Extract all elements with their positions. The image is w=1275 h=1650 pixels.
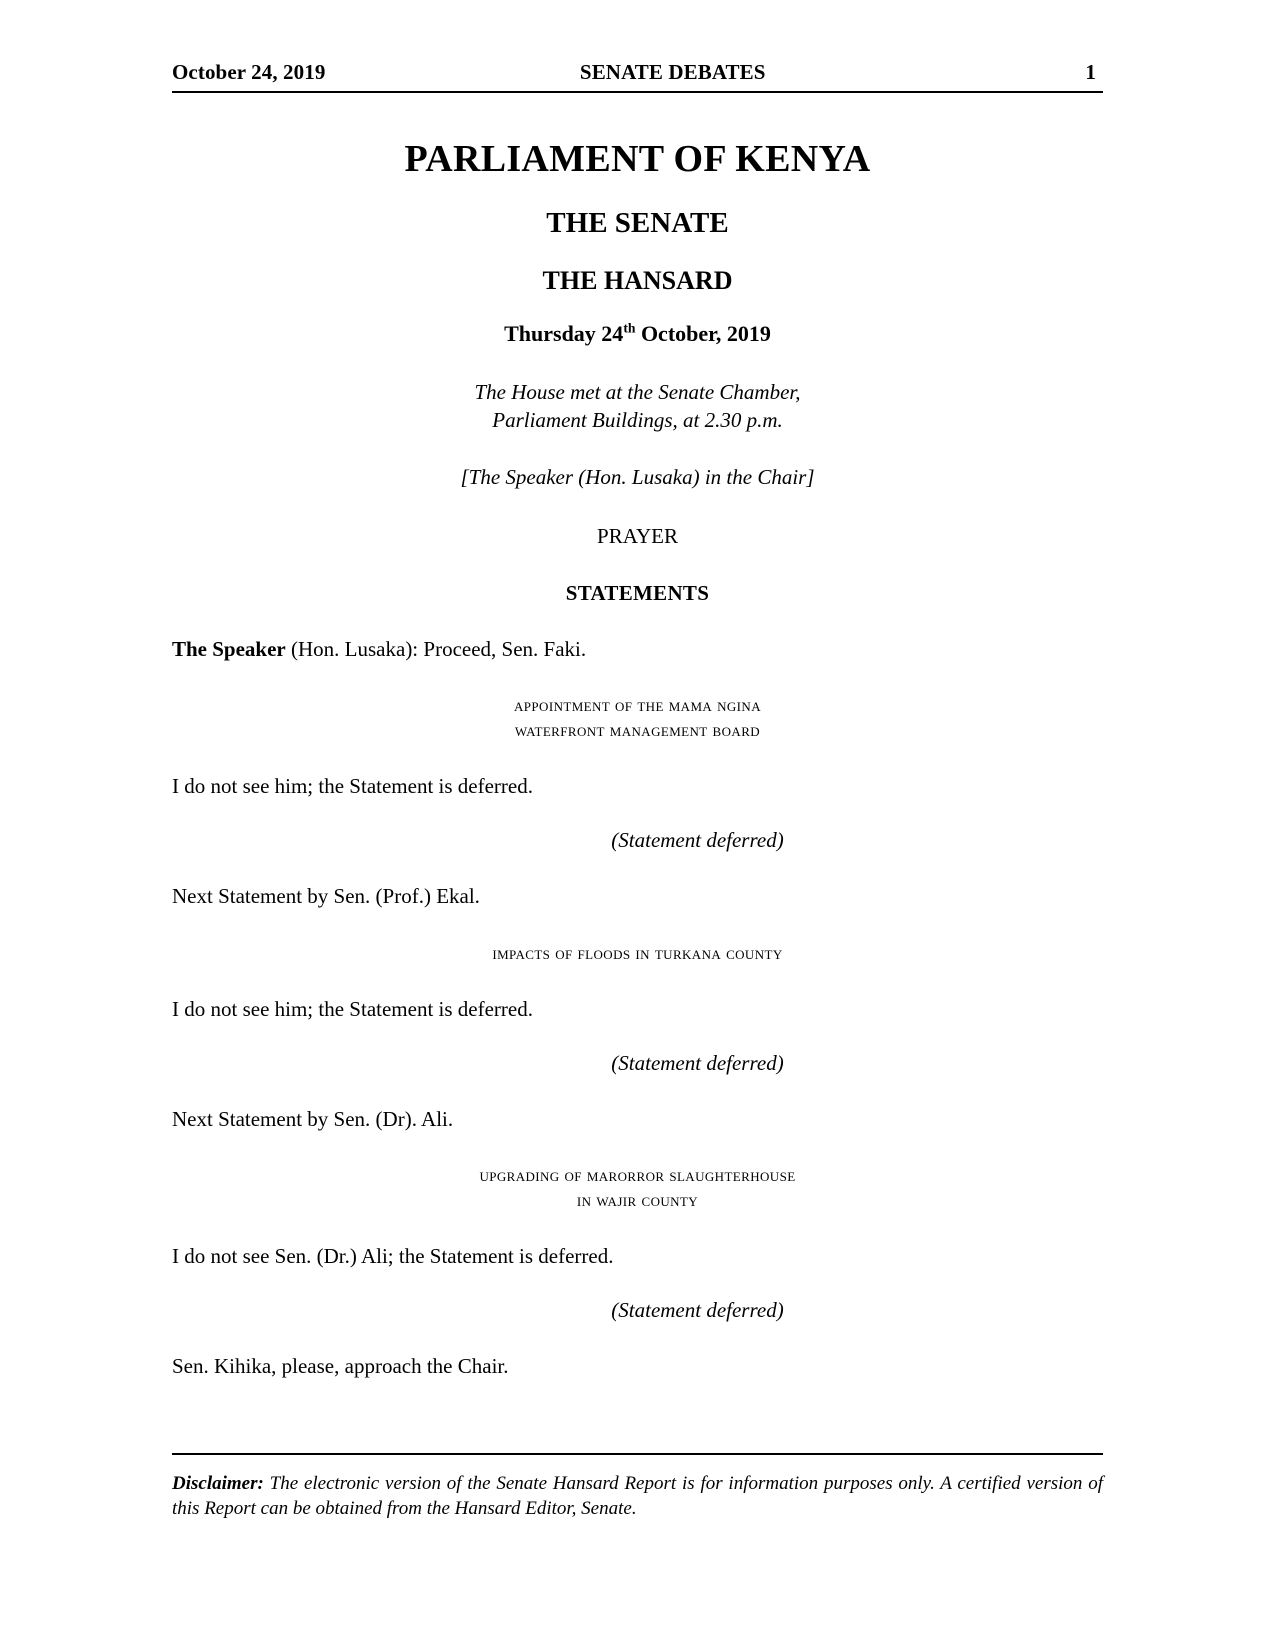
speaker-text: (Hon. Lusaka): Proceed, Sen. Faki. xyxy=(285,637,587,662)
statement-title-3-line-1: upgrading of marorror slaughterhouse xyxy=(479,1165,796,1186)
disclaimer-label: Disclaimer xyxy=(172,1472,258,1494)
page-content xyxy=(172,60,1103,1380)
sitting-date xyxy=(172,321,1103,347)
title-block xyxy=(172,137,1103,347)
statements-heading: STATEMENTS xyxy=(565,581,710,606)
statement-title-3 xyxy=(172,1163,1103,1213)
next-statement-2: Next Statement by Sen. (Dr). Ali. xyxy=(172,1106,454,1131)
statement-2-text: I do not see him; the Statement is deferred. xyxy=(172,996,533,1021)
statement-title-1-line-1: appointment of the mama ngina xyxy=(514,695,761,716)
running-header xyxy=(172,60,1103,93)
chamber-title: THE SENATE xyxy=(546,207,729,239)
header-title: SENATE DEBATES xyxy=(579,60,766,84)
footer-divider xyxy=(172,1453,1103,1455)
statement-1-text: I do not see him; the Statement is deferred. xyxy=(172,774,533,799)
statement-title-2 xyxy=(172,941,1103,966)
sitting-date-suffix: October, 2019 xyxy=(635,321,771,346)
page-title: PARLIAMENT OF KENYA xyxy=(404,138,871,180)
header-divider xyxy=(172,91,1103,93)
statement-3-deferred-note: (Statement deferred) xyxy=(611,1298,784,1323)
statement-title-3-line-2: in wajir county xyxy=(576,1189,699,1210)
header-page-number: 1 xyxy=(1085,60,1096,84)
sitting-date-ordinal: th xyxy=(623,320,636,336)
disclaimer xyxy=(172,1471,1103,1522)
house-met-line-1: The House met at the Senate Chamber, xyxy=(474,380,801,404)
house-met-note xyxy=(172,379,1103,434)
disclaimer-colon: : xyxy=(257,1472,264,1494)
sitting-date-prefix: Thursday 24 xyxy=(504,321,624,346)
statement-3-text: I do not see Sen. (Dr.) Ali; the Statement is deferred. xyxy=(172,1243,614,1268)
next-statement-1: Next Statement by Sen. (Prof.) Ekal. xyxy=(172,884,480,909)
prayer-heading: PRAYER xyxy=(597,524,678,549)
chair-note: [The Speaker (Hon. Lusaka) in the Chair] xyxy=(460,465,815,490)
publication-title: THE HANSARD xyxy=(542,266,733,295)
statement-2-deferred-note: (Statement deferred) xyxy=(611,1050,784,1075)
statement-title-2-line-1: impacts of floods in turkana county xyxy=(492,942,783,963)
speaker-paragraph xyxy=(172,636,1103,663)
speaker-name: The Speaker xyxy=(172,637,286,662)
statement-title-1 xyxy=(172,693,1103,743)
house-met-line-2: Parliament Buildings, at 2.30 p.m. xyxy=(492,407,783,432)
statement-1-deferred-note: (Statement deferred) xyxy=(611,828,784,853)
statement-title-1-line-2: waterfront management board xyxy=(514,720,761,741)
disclaimer-text: The electronic version of the Senate Hansard Report is for information purposes only. A certified version of this Report can be obtained from the Hansard Editor, Senate. xyxy=(172,1472,1103,1520)
closing-paragraph: Sen. Kihika, please, approach the Chair. xyxy=(172,1354,509,1379)
page-footer xyxy=(172,1453,1103,1522)
header-row xyxy=(172,60,1103,91)
header-date: October 24, 2019 xyxy=(172,60,326,84)
